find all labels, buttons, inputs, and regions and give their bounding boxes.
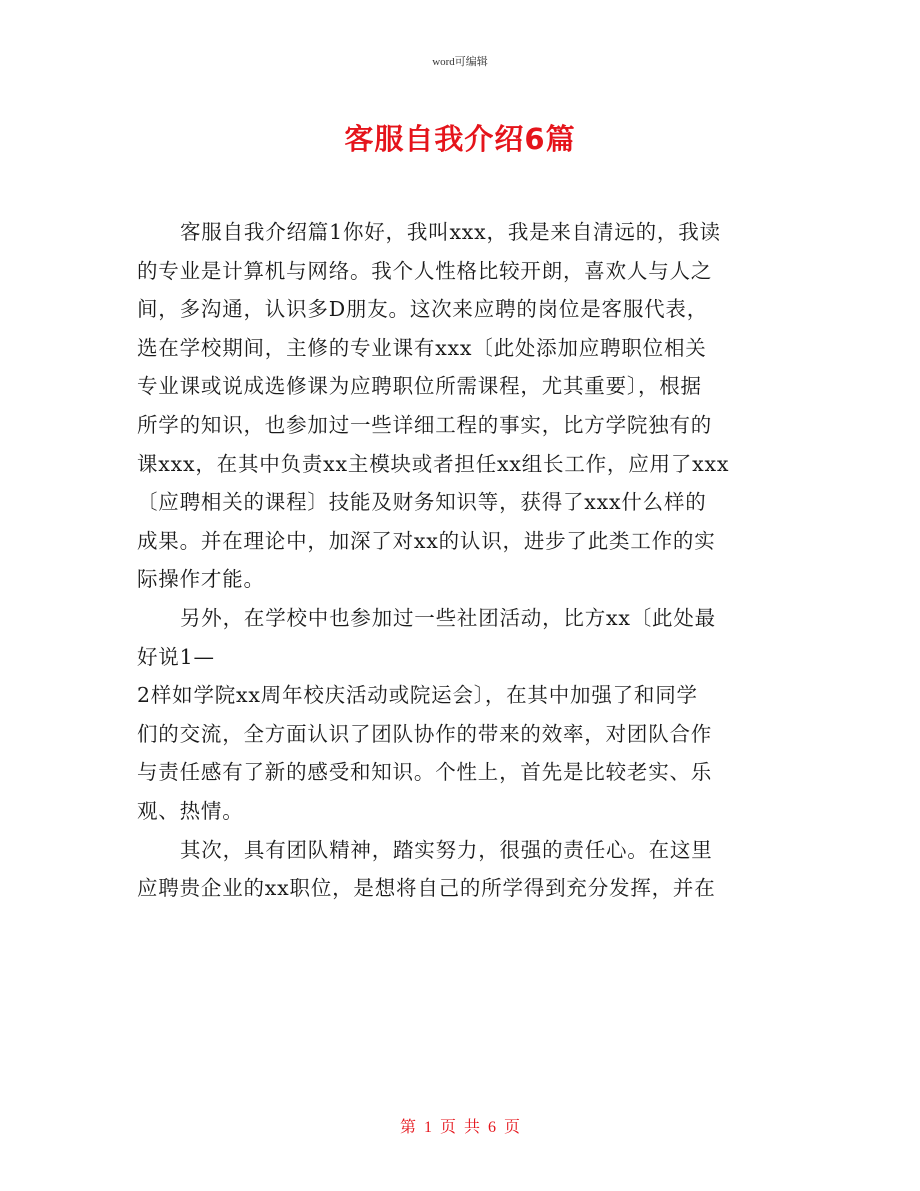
paragraph-1-line-10: 际操作才能。 xyxy=(137,567,265,592)
paragraph-2-line-6: 观、热情。 xyxy=(137,798,244,823)
paragraph-1-line-1: 客服自我介绍篇1你好，我叫xxx，我是来自清远的，我读 xyxy=(180,220,721,244)
paragraph-3-line-1: 其次，具有团队精神，踏实努力，很强的责任心。在这里 xyxy=(180,837,713,862)
paragraph-1-line-2: 的专业是计算机与网络。我个人性格比较开朗，喜欢人与人之 xyxy=(137,258,713,283)
paragraph-1-line-5: 专业课或说成选修课为应聘职位所需课程，尤其重要〕，根据 xyxy=(137,374,702,399)
document-title: 客服自我介绍6篇 xyxy=(344,122,576,156)
paragraph-2-line-5: 与责任感有了新的感受和知识。个性上，首先是比较老实、乐 xyxy=(137,760,713,785)
paragraph-1-line-4: 选在学校期间，主修的专业课有xxx〔此处添加应聘职位相关 xyxy=(137,335,707,360)
paragraph-1-line-3: 间，多沟通，认识多D朋友。这次来应聘的岗位是客服代表， xyxy=(137,297,709,322)
paragraph-2-line-4: 们的交流，全方面认识了团队协作的带来的效率，对团队合作 xyxy=(137,721,713,746)
document-body xyxy=(137,213,787,908)
paragraph-1-line-8: 〔应聘相关的课程〕技能及财务知识等，获得了xxx什么样的 xyxy=(137,490,707,515)
paragraph-1-line-6: 所学的知识，也参加过一些详细工程的事实，比方学院独有的 xyxy=(137,412,713,437)
paragraph-1-line-9: 成果。并在理论中，加深了对xx的认识，进步了此类工作的实 xyxy=(137,528,716,553)
page-number-footer: 第 1 页 共 6 页 xyxy=(399,1119,520,1136)
paragraph-3-line-2: 应聘贵企业的xx职位，是想将自己的所学得到充分发挥，并在 xyxy=(137,876,716,901)
paragraph-2-line-1: 另外，在学校中也参加过一些社团活动，比方xx〔此处最 xyxy=(180,605,716,630)
paragraph-1-line-7: 课xxx，在其中负责xx主模块或者担任xx组长工作，应用了xxx xyxy=(137,451,730,476)
header-note: word可编辑 xyxy=(432,56,488,68)
paragraph-2-line-2: 好说1— xyxy=(137,644,215,669)
paragraph-2-line-3: 2样如学院xx周年校庆活动或院运会〕，在其中加强了和同学 xyxy=(137,683,698,708)
